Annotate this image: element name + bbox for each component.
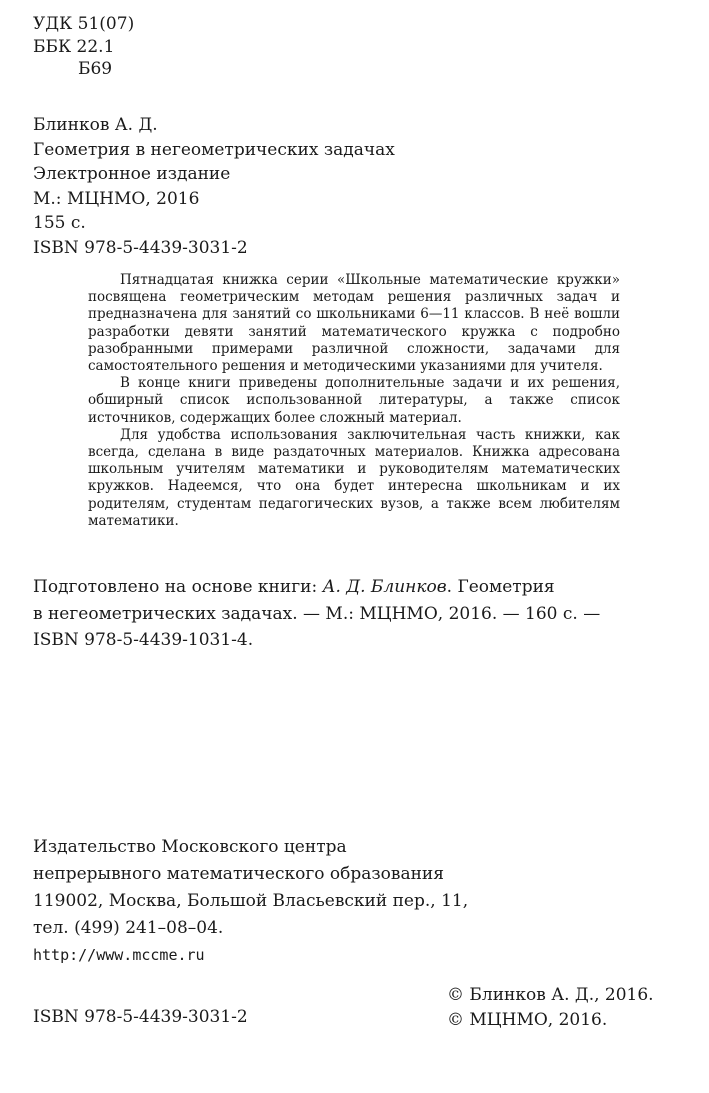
book-publisher-year: М.: МЦНМО, 2016: [33, 188, 200, 209]
abstract-paragraph: Для удобства использования заключительная часть книжки, как всегда, сделана в виде раздаточных материалов. Книжка адресована школьным учителям математики и руководителям математических кружков. Надеемся, что она будет интересна школьникам и их родителям, студентам педагогических вузов, а также всем любителям математики.: [88, 426, 620, 529]
source-title-start: . Геометрия: [446, 577, 555, 597]
publisher-address: 119002, Москва, Большой Власьевский пер., 11,: [33, 891, 469, 911]
book-isbn: ISBN 978-5-4439-3031-2: [33, 237, 248, 258]
source-note-line-2: в негеометрических задачах. — М.: МЦНМО, 2016. — 160 с. —: [33, 603, 601, 624]
book-pages: 155 с.: [33, 213, 86, 233]
publisher-url[interactable]: http://www.mccme.ru: [33, 946, 205, 964]
source-prefix: Подготовлено на основе книги:: [33, 577, 323, 597]
bibliographic-record: [33, 113, 395, 260]
source-note: [33, 574, 600, 654]
copyright-publisher: © МЦНМО, 2016.: [447, 1010, 608, 1030]
udk-code: УДК 51(07): [33, 14, 135, 34]
abstract-paragraph: Пятнадцатая книжка серии «Школьные математические кружки» посвящена геометрическим методам решения различных задач и предназначена для занятий со школьниками 6—11 классов. В неё вошли разработки девяти занятий математического кружка с подробно разобранными примерами различной сложности, задачами для самостоятельного решения и методическими указаниями для учителя.: [88, 272, 620, 375]
source-note-line-1: [33, 574, 600, 601]
copyright-block: [447, 983, 654, 1033]
publisher-name-1: Издательство Московского центра: [33, 837, 347, 857]
publisher-phone: тел. (499) 241–08–04.: [33, 918, 224, 938]
source-author: А. Д. Блинков: [322, 577, 447, 597]
footer-isbn: ISBN 978-5-4439-3031-2: [33, 1007, 248, 1027]
source-note-line-3: ISBN 978-5-4439-1031-4.: [33, 630, 254, 650]
abstract: [88, 272, 620, 530]
abstract-paragraph: В конце книги приведены дополнительные задачи и их решения, обширный список использованной литературы, а также список источников, содержащих более сложный материал.: [88, 375, 620, 426]
author-mark: Б69: [78, 59, 113, 79]
classification-block: [33, 13, 134, 81]
copyright-author: © Блинков А. Д., 2016.: [447, 985, 654, 1005]
publisher-name-2: непрерывного математического образования: [33, 864, 444, 884]
book-title: Геометрия в негеометрических задачах: [33, 139, 395, 160]
book-author: Блинков А. Д.: [33, 115, 158, 135]
publisher-info: [33, 834, 468, 969]
book-edition: Электронное издание: [33, 164, 231, 184]
bbk-code: ББК 22.1: [33, 36, 115, 57]
